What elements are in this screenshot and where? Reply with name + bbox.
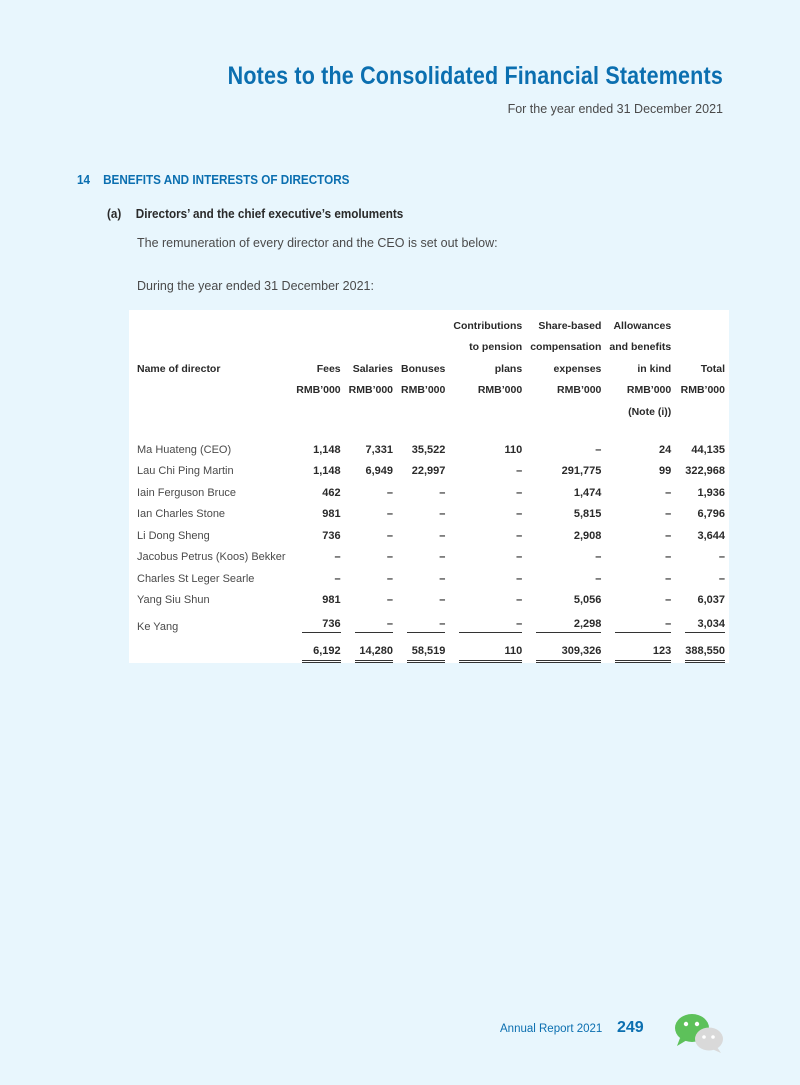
total-value: 388,550 [685, 645, 725, 663]
director-name-cell [129, 439, 292, 461]
table-header-cell [129, 310, 292, 332]
amount-value: – [386, 572, 394, 585]
amount-value: 5,815 [573, 508, 602, 521]
amount-cell [605, 611, 675, 633]
amount-value: 6,037 [697, 594, 725, 607]
amount-cell [675, 611, 729, 633]
amount-value: – [665, 594, 672, 607]
amount-cell [675, 590, 729, 612]
table-row [129, 482, 729, 504]
table-header-cell: Fees [316, 362, 341, 375]
amount-cell [605, 439, 675, 461]
amount-value: – [386, 594, 394, 607]
amount-value: 3,644 [697, 529, 725, 542]
amount-cell [526, 461, 605, 483]
amount-cell [675, 568, 729, 590]
total-value: 6,192 [302, 645, 340, 663]
table-header-cell [397, 396, 449, 418]
table-row [129, 439, 729, 461]
amount-value: 1,474 [573, 486, 602, 499]
table-header-cell: Allowances [613, 319, 672, 332]
director-name: Lau Chi Ping Martin [137, 465, 234, 478]
table-row [129, 547, 729, 569]
amount-value: – [665, 486, 672, 499]
amount-value: – [615, 618, 671, 633]
table-row [129, 611, 729, 633]
amount-cell [292, 525, 344, 547]
table-header-row [129, 353, 729, 375]
amount-value: – [516, 529, 523, 542]
table-header-cell: RMB’000 [401, 384, 446, 396]
table-header-cell: RMB’000 [348, 384, 394, 396]
amount-cell [449, 525, 526, 547]
table-header-cell: to pension [469, 341, 523, 353]
total-value: 110 [459, 645, 522, 663]
table-header-cell [526, 396, 605, 418]
table-header-cell: RMB’000 [477, 384, 523, 396]
table-header-cell: RMB’000 [626, 384, 672, 396]
amount-value: – [516, 572, 523, 585]
total-cell [397, 633, 449, 663]
amount-value: 981 [322, 594, 341, 607]
director-name-cell [129, 482, 292, 504]
amount-cell [526, 547, 605, 569]
table-header-row [129, 396, 729, 418]
table-header-cell [129, 332, 292, 354]
total-value: 309,326 [536, 645, 601, 663]
table-header-cell [397, 332, 449, 354]
table-header-row [129, 332, 729, 354]
table-header-cell [129, 396, 292, 418]
section-heading [77, 172, 349, 187]
amount-value: – [665, 572, 672, 585]
spacer-row [129, 418, 729, 440]
amount-value: – [386, 486, 394, 499]
amount-value: – [459, 618, 522, 633]
table-header-cell: and benefits [609, 341, 672, 353]
table-header-cell [345, 310, 397, 332]
amount-cell [345, 611, 397, 633]
amount-cell [292, 439, 344, 461]
total-cell [605, 633, 675, 663]
total-cell [345, 633, 397, 663]
table-header-cell: Contributions [453, 319, 523, 332]
table-header-cell [675, 396, 729, 418]
amount-cell [605, 547, 675, 569]
amount-cell [526, 590, 605, 612]
table-body [129, 418, 729, 663]
director-name: Jacobus Petrus (Koos) Bekker [137, 551, 286, 564]
table-header-cell: Total [700, 362, 725, 375]
table-header-cell: RMB’000 [557, 384, 602, 396]
director-name: Charles St Leger Searle [137, 572, 255, 585]
amount-value: 291,775 [561, 465, 602, 478]
amount-value: – [665, 551, 672, 564]
table-header-cell: plans [494, 362, 523, 375]
amount-cell [397, 439, 449, 461]
subsection-heading [107, 206, 403, 221]
amount-cell [675, 482, 729, 504]
table-header-cell: (Note (i)) [628, 405, 672, 418]
amount-cell [526, 482, 605, 504]
amount-cell [605, 590, 675, 612]
amount-value: 1,936 [697, 486, 725, 499]
amount-value: – [439, 594, 446, 607]
table-header-cell [292, 396, 344, 418]
amount-value: – [386, 529, 394, 542]
director-name: Iain Ferguson Bruce [137, 486, 237, 499]
table-header-cell [345, 396, 397, 418]
amount-value: 1,148 [313, 465, 341, 478]
amount-cell [526, 525, 605, 547]
amount-value: – [516, 486, 523, 499]
director-name-cell [129, 504, 292, 526]
amount-value: 736 [302, 618, 340, 633]
table-row [129, 461, 729, 483]
amount-cell [526, 611, 605, 633]
amount-cell [397, 482, 449, 504]
total-value: 58,519 [407, 645, 445, 663]
amount-value: 5,056 [573, 594, 602, 607]
amount-value: 322,968 [685, 465, 725, 478]
amount-value: – [516, 551, 523, 564]
amount-cell [449, 439, 526, 461]
amount-cell [449, 590, 526, 612]
amount-value: 35,522 [411, 443, 446, 456]
amount-value: – [595, 572, 602, 585]
amount-value: 2,908 [573, 529, 602, 542]
amount-value: 462 [322, 486, 341, 499]
amount-cell [449, 611, 526, 633]
table-header [129, 310, 729, 418]
table-header-cell [345, 332, 397, 354]
amount-cell [605, 482, 675, 504]
amount-value: – [718, 551, 725, 564]
table-header-cell: RMB’000 [680, 384, 725, 396]
amount-cell [292, 547, 344, 569]
amount-cell [449, 547, 526, 569]
table-header-cell [675, 310, 729, 332]
amount-cell [397, 461, 449, 483]
amount-value: – [718, 572, 725, 585]
wechat-icon [672, 1010, 726, 1054]
total-cell [449, 633, 526, 663]
table-header-cell: Bonuses [401, 362, 446, 375]
amount-cell [675, 525, 729, 547]
table-header-row [129, 375, 729, 397]
total-cell [675, 633, 729, 663]
amount-value: – [516, 465, 523, 478]
director-name: Yang Siu Shun [137, 594, 210, 607]
director-name-cell [129, 590, 292, 612]
amount-value: – [595, 443, 602, 456]
amount-value: – [439, 529, 446, 542]
amount-cell [449, 461, 526, 483]
amount-cell [605, 461, 675, 483]
amount-cell [345, 482, 397, 504]
table-header-cell: Name of director [137, 362, 221, 375]
amount-cell [605, 504, 675, 526]
amount-cell [449, 504, 526, 526]
table-row [129, 504, 729, 526]
amount-cell [345, 525, 397, 547]
table-header-cell: in kind [637, 362, 672, 375]
page-title: Notes to the Consolidated Financial Statements [227, 62, 723, 90]
amount-value: 6,796 [697, 508, 725, 521]
amount-value: – [595, 551, 602, 564]
amount-cell [605, 568, 675, 590]
amount-value: – [407, 618, 445, 633]
amount-cell [292, 611, 344, 633]
amount-value: – [439, 508, 446, 521]
amount-value: – [439, 572, 446, 585]
director-name: Ke Yang [137, 620, 179, 633]
table-header-cell [449, 396, 526, 418]
total-cell [292, 633, 344, 663]
amount-value: 44,135 [691, 443, 725, 456]
table-header-cell [129, 375, 292, 397]
section-title: BENEFITS AND INTERESTS OF DIRECTORS [103, 172, 350, 187]
amount-value: 22,997 [411, 465, 446, 478]
section-number: 14 [77, 172, 91, 187]
amount-cell [526, 439, 605, 461]
amount-value: – [665, 529, 672, 542]
director-name-cell [129, 547, 292, 569]
amount-value: – [386, 551, 394, 564]
amount-cell [397, 525, 449, 547]
page-number: 249 [617, 1019, 644, 1036]
amount-cell [345, 590, 397, 612]
emoluments-table [129, 310, 729, 663]
director-name-cell [129, 568, 292, 590]
amount-cell [526, 568, 605, 590]
amount-value: – [355, 618, 393, 633]
amount-cell [675, 461, 729, 483]
director-name: Ma Huateng (CEO) [137, 443, 232, 456]
amount-value: 1,148 [313, 443, 341, 456]
amount-cell [292, 568, 344, 590]
total-cell [526, 633, 605, 663]
total-value: 123 [615, 645, 671, 663]
amount-value: 736 [322, 529, 341, 542]
director-name-cell [129, 525, 292, 547]
amount-value: 110 [504, 443, 523, 456]
amount-value: 99 [658, 465, 672, 478]
table-header-cell [397, 310, 449, 332]
subsection-title: Directors’ and the chief executive’s emoluments [135, 206, 404, 221]
director-name: Ian Charles Stone [137, 508, 226, 521]
amount-cell [675, 547, 729, 569]
director-name: Li Dong Sheng [137, 529, 210, 542]
table-row [129, 590, 729, 612]
table-header-cell: Share-based [538, 319, 602, 332]
amount-cell [526, 504, 605, 526]
amount-cell [345, 568, 397, 590]
amount-value: 2,298 [536, 618, 601, 633]
table-header-cell: compensation [530, 341, 602, 353]
amount-cell [397, 568, 449, 590]
director-name-cell [129, 611, 292, 633]
amount-cell [345, 504, 397, 526]
amount-cell [397, 504, 449, 526]
subsection-label: (a) [107, 206, 122, 221]
director-name-cell [129, 461, 292, 483]
amount-value: – [516, 508, 523, 521]
table-row [129, 525, 729, 547]
table-header-cell: expenses [553, 362, 602, 375]
table-header-cell: Salaries [352, 362, 394, 375]
amount-cell [675, 439, 729, 461]
amount-value: 981 [322, 508, 341, 521]
table-header-row [129, 310, 729, 332]
amount-cell [292, 504, 344, 526]
amount-cell [397, 547, 449, 569]
table-header-cell [292, 310, 344, 332]
amount-value: – [334, 551, 341, 564]
amount-cell [397, 611, 449, 633]
amount-cell [449, 568, 526, 590]
amount-cell [345, 439, 397, 461]
amount-cell [292, 461, 344, 483]
amount-value: – [439, 486, 446, 499]
amount-value: 6,949 [365, 465, 394, 478]
amount-cell [292, 590, 344, 612]
amount-cell [397, 590, 449, 612]
amount-value: – [439, 551, 446, 564]
amount-cell [449, 482, 526, 504]
amount-cell [345, 461, 397, 483]
intro-paragraph: The remuneration of every director and the CEO is set out below: [137, 236, 498, 250]
amount-value: – [665, 508, 672, 521]
amount-value: 3,034 [685, 618, 725, 633]
amount-value: 24 [658, 443, 672, 456]
amount-cell [292, 482, 344, 504]
table-header-cell: RMB’000 [296, 384, 341, 396]
table-row [129, 568, 729, 590]
amount-cell [345, 547, 397, 569]
table-total-row [129, 633, 729, 663]
page-subtitle: For the year ended 31 December 2021 [507, 102, 723, 116]
total-value: 14,280 [355, 645, 393, 663]
amount-cell [605, 525, 675, 547]
period-paragraph: During the year ended 31 December 2021: [137, 279, 374, 293]
amount-cell [675, 504, 729, 526]
amount-value: – [516, 594, 523, 607]
table-header-cell [675, 332, 729, 354]
amount-value: – [334, 572, 341, 585]
total-label-cell [129, 633, 292, 663]
footer-report-label: Annual Report 2021 [500, 1023, 603, 1035]
table-header-cell [292, 332, 344, 354]
amount-value: – [386, 508, 394, 521]
amount-value: 7,331 [365, 443, 394, 456]
